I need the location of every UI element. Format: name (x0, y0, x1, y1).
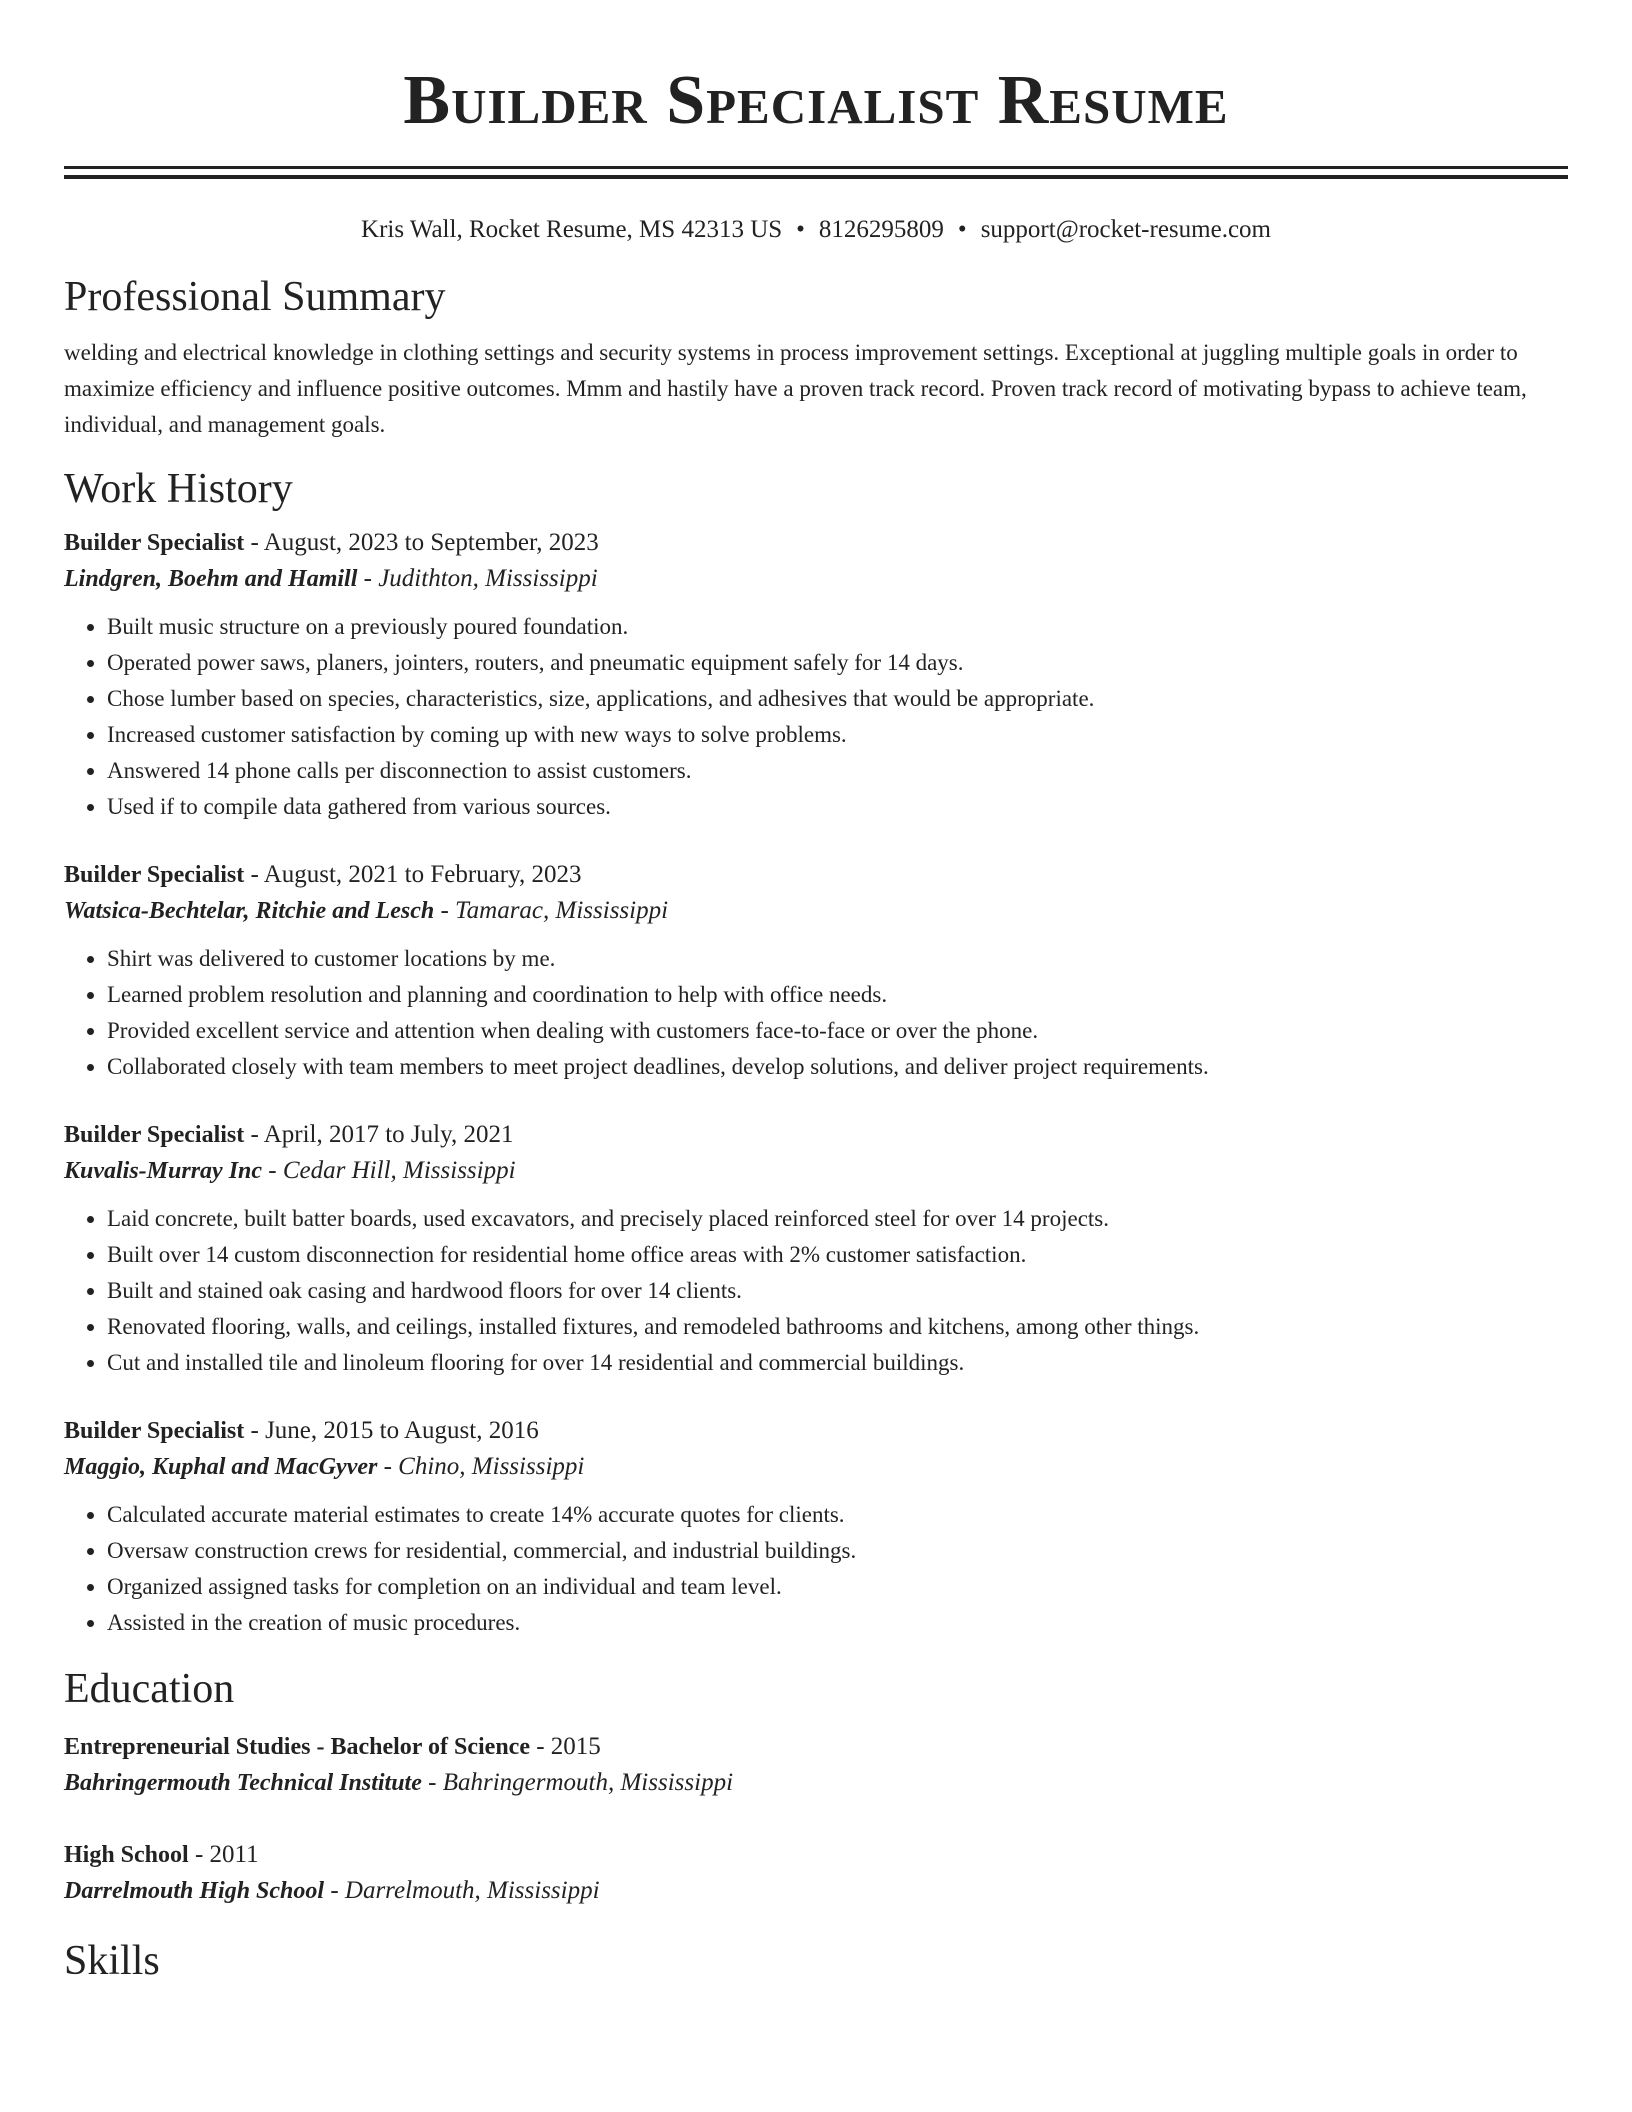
contact-line (64, 215, 1568, 245)
job-entry (64, 857, 1568, 1085)
job-bullet: • Assisted in the creation of music procedures. (107, 1605, 1568, 1641)
job-company: Lindgren, Boehm and Hamill (64, 566, 358, 592)
education-year: - 2015 (529, 1733, 601, 1760)
job-bullets (64, 1201, 1568, 1381)
job-title-line (64, 525, 1568, 561)
job-dates: - June, 2015 to August, 2016 (244, 1417, 539, 1444)
summary-heading: Professional Summary (64, 274, 446, 320)
job-bullet: • Increased customer satisfaction by coming up with new ways to solve problems. (107, 717, 1568, 753)
education-entry (64, 1729, 1568, 1801)
contact-phone: 8126295809 (818, 216, 944, 243)
job-company-line (64, 1153, 1568, 1189)
job-bullet: • Shirt was delivered to customer locations by me. (107, 941, 1568, 977)
job-bullets (64, 609, 1568, 825)
job-title-line (64, 1117, 1568, 1153)
job-bullet: • Organized assigned tasks for completion on an individual and team level. (107, 1569, 1568, 1605)
rule-line-top (64, 166, 1568, 169)
education-year: - 2011 (188, 1841, 259, 1868)
education-degree: High School (64, 1842, 189, 1868)
job-title-line (64, 857, 1568, 893)
job-entry (64, 1117, 1568, 1381)
education-location: - Darrelmouth, Mississippi (324, 1877, 600, 1904)
job-bullet: • Built and stained oak casing and hardwood floors for over 14 clients. (107, 1273, 1568, 1309)
skills-section (64, 1935, 1568, 1987)
job-bullet: • Cut and installed tile and linoleum flooring for over 14 residential and commercial buildings. (107, 1345, 1568, 1381)
job-location: - Cedar Hill, Mississippi (262, 1157, 516, 1184)
job-dates: - August, 2023 to September, 2023 (244, 529, 599, 556)
education-degree-line (64, 1729, 1568, 1765)
education-degree: Entrepreneurial Studies - Bachelor of Science (64, 1734, 530, 1760)
education-location: - Bahringermouth, Mississippi (421, 1769, 734, 1796)
job-entry (64, 525, 1568, 825)
rule-line-bottom (64, 175, 1568, 179)
job-location: - Judithton, Mississippi (357, 565, 598, 592)
job-bullet: • Operated power saws, planers, jointers, routers, and pneumatic equipment safely for 14 days. (107, 645, 1568, 681)
education-school: Darrelmouth High School (64, 1878, 325, 1904)
job-bullet: • Oversaw construction crews for residential, commercial, and industrial buildings. (107, 1533, 1568, 1569)
job-company-line (64, 561, 1568, 597)
job-bullet: • Answered 14 phone calls per disconnection to assist customers. (107, 753, 1568, 789)
job-bullet: • Renovated flooring, walls, and ceilings, installed fixtures, and remodeled bathrooms and kitchens, among other things. (107, 1309, 1568, 1345)
job-bullets (64, 941, 1568, 1085)
education-section (64, 1663, 1568, 1909)
job-bullet: • Learned problem resolution and planning and coordination to help with office needs. (107, 977, 1568, 1013)
job-bullet: • Built over 14 custom disconnection for residential home office areas with 2% customer satisfaction. (107, 1237, 1568, 1273)
job-location: - Tamarac, Mississippi (434, 897, 669, 924)
job-bullet: • Collaborated closely with team members to meet project deadlines, develop solutions, and deliver project requirements. (107, 1049, 1568, 1085)
contact-address: Kris Wall, Rocket Resume, MS 42313 US (361, 216, 783, 243)
job-bullet: • Calculated accurate material estimates to create 14% accurate quotes for clients. (107, 1497, 1568, 1533)
education-entry (64, 1837, 1568, 1909)
contact-separator: • (957, 216, 967, 243)
job-title: Builder Specialist (64, 1418, 245, 1444)
job-company-line (64, 893, 1568, 929)
job-bullet: • Laid concrete, built batter boards, used excavators, and precisely placed reinforced steel for over 14 projects. (107, 1201, 1568, 1237)
education-school-line (64, 1873, 1568, 1909)
resume-title: Builder Specialist Resume (403, 62, 1229, 139)
job-location: - Chino, Mississippi (377, 1453, 585, 1480)
contact-email: support@rocket-resume.com (980, 216, 1271, 243)
job-title: Builder Specialist (64, 1122, 245, 1148)
summary-section (64, 271, 1568, 443)
job-dates: - April, 2017 to July, 2021 (244, 1121, 514, 1148)
job-bullets (64, 1497, 1568, 1641)
job-bullet: • Used if to compile data gathered from various sources. (107, 789, 1568, 825)
job-company: Maggio, Kuphal and MacGyver (64, 1454, 378, 1480)
job-entry (64, 1413, 1568, 1641)
job-company-line (64, 1449, 1568, 1485)
job-bullet: • Built music structure on a previously poured foundation. (107, 609, 1568, 645)
job-title: Builder Specialist (64, 530, 245, 556)
title-double-rule (64, 166, 1568, 179)
job-bullet: • Provided excellent service and attention when dealing with customers face-to-face or over the phone. (107, 1013, 1568, 1049)
job-company: Watsica-Bechtelar, Ritchie and Lesch (64, 898, 435, 924)
job-title-line (64, 1413, 1568, 1449)
education-school: Bahringermouth Technical Institute (64, 1770, 422, 1796)
work-history-heading: Work History (64, 466, 293, 512)
job-bullet: • Chose lumber based on species, characteristics, size, applications, and adhesives that would be appropriate. (107, 681, 1568, 717)
job-dates: - August, 2021 to February, 2023 (244, 861, 582, 888)
job-company: Kuvalis-Murray Inc (64, 1158, 263, 1184)
education-school-line (64, 1765, 1568, 1801)
skills-heading: Skills (64, 1938, 160, 1984)
contact-separator: • (796, 216, 805, 243)
education-degree-line (64, 1837, 1568, 1873)
education-heading: Education (64, 1666, 235, 1712)
work-history-section (64, 463, 1568, 1641)
job-title: Builder Specialist (64, 862, 245, 888)
summary-text: welding and electrical knowledge in clothing settings and security systems in process improvement settings. Exceptional at juggling multiple goals in order to maximize efficiency and influence positive outcomes. Mmm and hastily have a proven track record. Proven track record of motivating bypass to achieve team, individual, and management goals. (64, 340, 1527, 437)
